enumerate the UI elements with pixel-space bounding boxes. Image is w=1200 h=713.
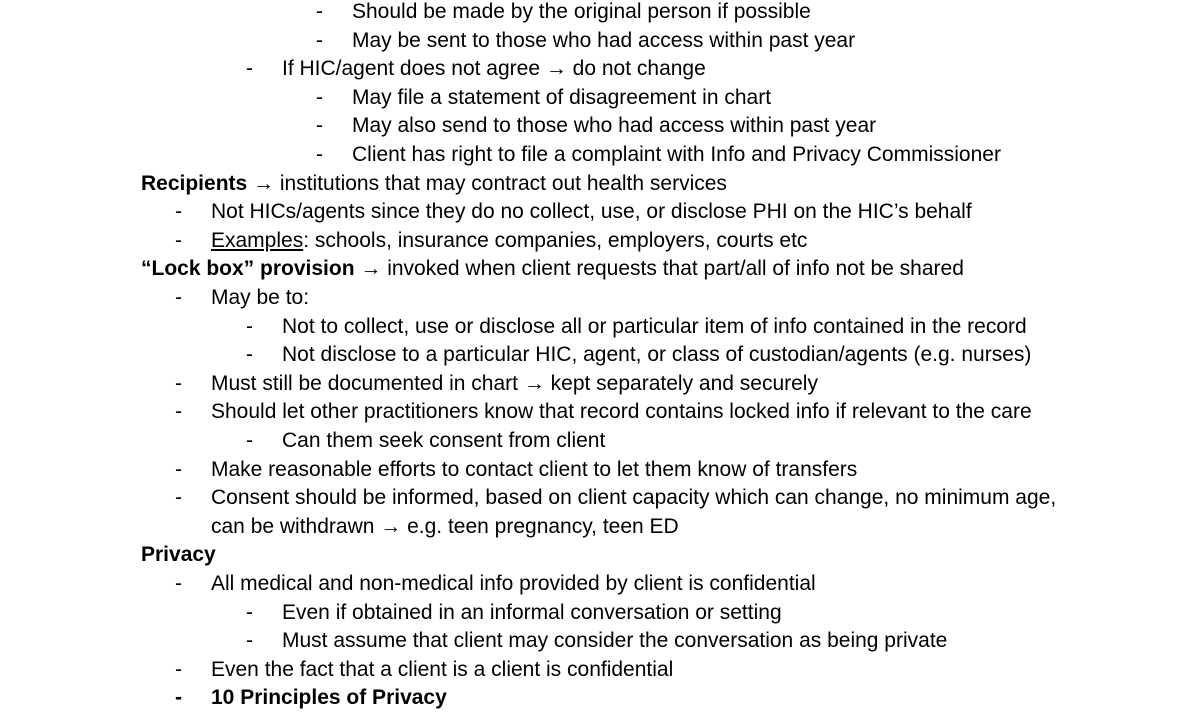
list-item [0,398,1200,427]
list-item [0,370,1200,399]
list-item-text: Even the fact that a client is a client is confidential [211,657,674,681]
heading-definition: → institutions that may contract out health services [247,171,727,195]
list-item [0,313,1200,342]
bullet-dash: - [246,629,253,653]
list-item-text: If HIC/agent does not agree → do not change [282,57,706,81]
list-item [0,55,1200,84]
bullet-dash: - [246,600,253,624]
list-item-text: Must still be documented in chart → kept separately and securely [211,371,818,395]
list-item-text: Even if obtained in an informal conversation or setting [282,600,782,624]
bullet-dash: - [175,572,182,595]
bullet-dash: - [316,28,323,52]
list-item [0,284,1200,313]
list-item-text: Can them seek consent from client [282,429,606,452]
list-item-text: May file a statement of disagreement in chart [352,85,772,109]
list-item [0,0,1200,27]
bullet-dash: - [246,314,253,338]
list-item-text: May also send to those who had access within past year [352,114,877,138]
list-item-text: Not HICs/agents since they do no collect, use, or disclose PHI on the HIC’s behalf [211,200,972,224]
bullet-dash: - [316,85,323,109]
section-heading-privacy [0,541,1200,570]
list-item [0,684,1200,713]
list-item-text: Not disclose to a particular HIC, agent, or class of custodian/agents (e.g. nurses) [282,343,1032,367]
bullet-dash: - [175,686,182,710]
list-item-text: 10 Principles of Privacy [211,686,447,710]
list-item [0,599,1200,628]
list-item-text: : schools, insurance companies, employers, courts etc [303,228,808,252]
bullet-dash: - [175,286,182,309]
bullet-dash: - [246,343,253,367]
list-item [0,27,1200,56]
bullet-dash: - [316,0,323,23]
list-item-text: Must assume that client may consider the conversation as being private [282,629,948,653]
list-item-text: Not to collect, use or disclose all or particular item of info contained in the record [282,314,1027,338]
bullet-dash: - [175,228,182,252]
list-item [0,198,1200,227]
list-item [0,84,1200,113]
list-item [0,627,1200,656]
list-item-text: Make reasonable efforts to contact client to let them know of transfers [211,457,858,481]
list-item [0,456,1200,485]
bullet-dash: - [175,657,182,681]
bullet-dash: - [175,400,182,424]
list-item-text: Client has right to file a complaint with Info and Privacy Commissioner [352,143,1001,166]
list-item [0,227,1200,256]
list-item-text: May be sent to those who had access within past year [352,28,856,52]
bullet-dash: - [175,457,182,481]
heading-term: Recipients [141,171,248,195]
list-item [0,656,1200,685]
heading-definition: → invoked when client requests that part/all of info not be shared [354,257,964,281]
bullet-dash: - [246,57,253,81]
list-item [0,427,1200,456]
list-item-text: Consent should be informed, based on client capacity which can change, no minimum age, can be withdrawn → e.g. teen pregnancy, teen ED [211,486,1057,538]
heading-term: “Lock box” provision [141,257,355,281]
section-heading-recipients [0,170,1200,199]
list-item [0,141,1200,170]
bullet-dash: - [175,371,182,395]
list-item [0,570,1200,599]
list-item [0,112,1200,141]
bullet-dash: - [175,486,182,510]
list-item-text: Should be made by the original person if possible [352,0,811,23]
bullet-dash: - [316,114,323,138]
bullet-dash: - [246,429,253,452]
list-item-text: Should let other practitioners know that record contains locked info if relevant to the care [211,400,1032,424]
list-item-text: All medical and non-medical info provided by client is confidential [211,572,816,595]
heading-term: Privacy [141,543,216,567]
bullet-dash: - [175,200,182,224]
section-heading-lock-box [0,255,1200,284]
list-item-text: May be to: [211,286,310,309]
list-item [0,484,1200,541]
list-item [0,341,1200,370]
underlined-term: Examples [211,228,304,252]
bullet-dash: - [316,143,323,166]
